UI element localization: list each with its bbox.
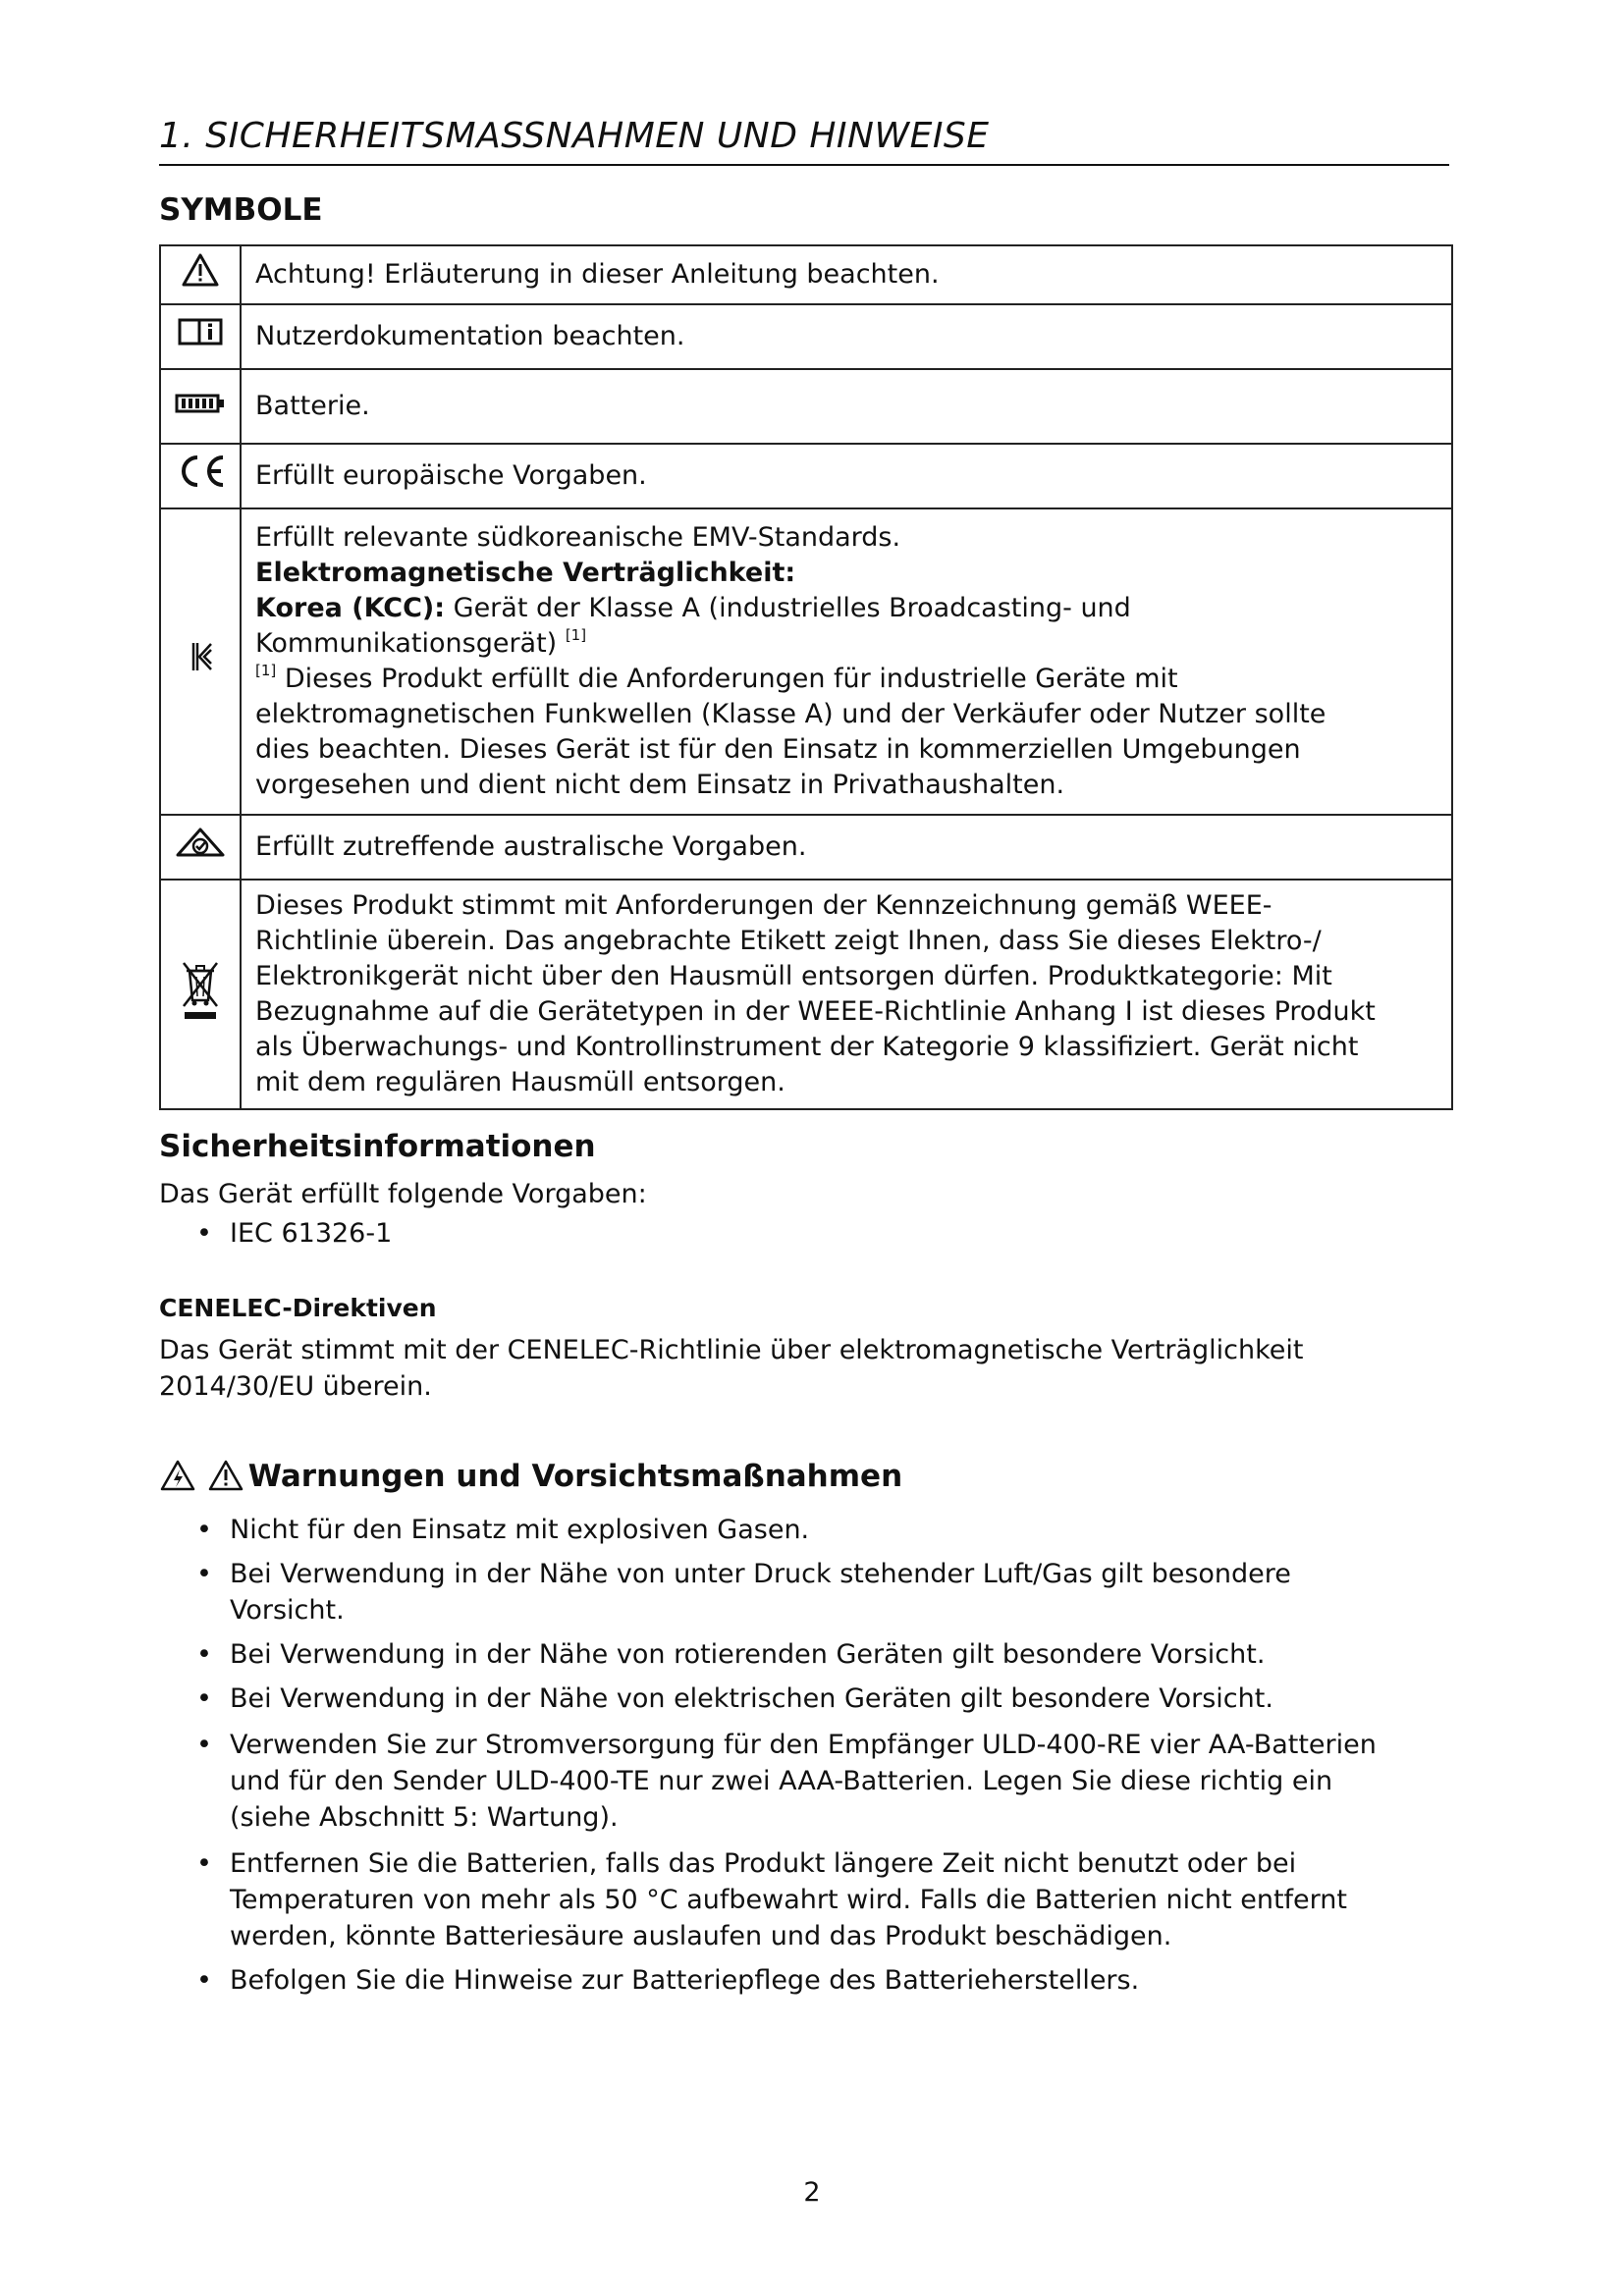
list-item-line: • Verwenden Sie zur Stromversorgung für den Empfänger ULD-400-RE vier AA-Batterien	[230, 1730, 1377, 1760]
kc-korea-label: Korea (KCC):	[255, 593, 446, 623]
symbol-description: Erfüllt europäische Vorgaben.	[241, 444, 1452, 508]
table-row	[160, 369, 1452, 444]
weee-line-2: Richtlinie überein. Das angebrachte Etikett zeigt Ihnen, dass Sie dieses Elektro-/	[255, 926, 1322, 956]
kc-line-4	[255, 626, 1439, 662]
list-item-line: • Bei Verwendung in der Nähe von elektrischen Geräten gilt besondere Vorsicht.	[230, 1683, 1273, 1714]
kc-line-8: vorgesehen und dient nicht dem Einsatz in Privathaushalten.	[255, 770, 1065, 800]
list-item-line: • Bei Verwendung in der Nähe von rotierenden Geräten gilt besondere Vorsicht.	[230, 1639, 1266, 1670]
symbol-cell	[160, 815, 241, 880]
symbols-table	[159, 244, 1453, 1110]
symbol-cell	[160, 508, 241, 815]
table-row	[160, 304, 1452, 369]
weee-bin-icon	[181, 957, 220, 1022]
list-item	[159, 1636, 1455, 1673]
cenelec-line-1: Das Gerät stimmt mit der CENELEC-Richtlinie über elektromagnetische Verträglichkeit	[159, 1335, 1304, 1365]
list-item	[159, 1727, 1455, 1836]
kc-line-7: dies beachten. Dieses Gerät ist für den Einsatz in kommerziellen Umgebungen	[255, 734, 1301, 765]
page-number: 2	[803, 2177, 821, 2208]
kc-mark-icon	[186, 639, 215, 674]
table-row	[160, 245, 1452, 304]
manual-info-icon	[176, 316, 225, 347]
kc-line-3	[255, 591, 1439, 626]
symbol-cell	[160, 245, 241, 304]
symbol-description: Erfüllt zutreffende australische Vorgaben.	[241, 815, 1452, 880]
list-item-line: und für den Sender ULD-400-TE nur zwei AAA-Batterien. Legen Sie diese richtig ein	[230, 1766, 1333, 1796]
standards-list	[159, 1215, 1455, 1252]
warnings-list	[159, 1512, 1455, 1999]
list-item-line: Vorsicht.	[230, 1595, 345, 1626]
kc-line-4-text: Kommunikationsgerät)	[255, 628, 566, 659]
electrical-warning-icon	[159, 1459, 196, 1492]
safety-intro: Das Gerät erfüllt folgende Vorgaben:	[159, 1179, 647, 1209]
list-item-line: Temperaturen von mehr als 50 °C aufbewahrt wird. Falls die Batterien nicht entfernt	[230, 1885, 1347, 1915]
list-item	[159, 1845, 1455, 1954]
chapter-title: 1. SICHERHEITSMASSNAHMEN UND HINWEISE	[159, 116, 1449, 166]
list-item	[159, 1556, 1455, 1629]
symbol-description: Batterie.	[241, 369, 1452, 444]
footnote-mark: [1]	[255, 662, 277, 679]
weee-line-5: als Überwachungs- und Kontrollinstrument der Kategorie 9 klassifiziert. Gerät nicht	[255, 1032, 1359, 1062]
list-item: • IEC 61326-1	[159, 1215, 1455, 1252]
symbol-cell	[160, 880, 241, 1109]
list-item-line: • Entfernen Sie die Batterien, falls das Produkt längere Zeit nicht benutzt oder bei	[230, 1848, 1297, 1879]
symbol-cell	[160, 304, 241, 369]
kc-line-3-rest: Gerät der Klasse A (industrielles Broadcasting- und	[445, 593, 1131, 623]
warnings-title: Warnungen und Vorsichtsmaßnahmen	[247, 1459, 903, 1494]
table-row	[160, 815, 1452, 880]
footnote-ref: [1]	[565, 626, 587, 644]
warning-triangle-icon	[207, 1459, 244, 1492]
list-item-line: werden, könnte Batteriesäure auslaufen und das Produkt beschädigen.	[230, 1921, 1172, 1951]
kc-line-1: Erfüllt relevante südkoreanische EMV-Standards.	[255, 522, 901, 553]
symbol-cell	[160, 369, 241, 444]
cenelec-line-2: 2014/30/EU überein.	[159, 1371, 432, 1402]
kc-line-6: elektromagnetischen Funkwellen (Klasse A) und der Verkäufer oder Nutzer sollte	[255, 699, 1326, 729]
list-item-line: • Bei Verwendung in der Nähe von unter Druck stehender Luft/Gas gilt besondere	[230, 1559, 1291, 1589]
table-row	[160, 880, 1452, 1109]
warning-icons	[159, 1459, 244, 1500]
weee-line-1: Dieses Produkt stimmt mit Anforderungen der Kennzeichnung gemäß WEEE-	[255, 890, 1272, 921]
weee-line-3: Elektronikgerät nicht über den Hausmüll entsorgen dürfen. Produktkategorie: Mit	[255, 961, 1332, 991]
warning-triangle-icon	[181, 252, 220, 288]
list-item	[159, 1512, 1455, 1548]
warnings-heading	[159, 1459, 902, 1500]
symbol-description	[241, 508, 1452, 815]
cenelec-text	[159, 1332, 1303, 1405]
table-row	[160, 508, 1452, 815]
list-item	[159, 1962, 1455, 1999]
kc-line-5	[255, 662, 1439, 697]
safety-heading: Sicherheitsinformationen	[159, 1129, 596, 1164]
rcm-mark-icon	[175, 827, 226, 858]
symbol-description: Nutzerdokumentation beachten.	[241, 304, 1452, 369]
battery-icon	[175, 393, 226, 414]
weee-line-6: mit dem regulären Hausmüll entsorgen.	[255, 1067, 785, 1097]
weee-line-4: Bezugnahme auf die Gerätetypen in der WEEE-Richtlinie Anhang I ist dieses Produkt	[255, 996, 1376, 1027]
cenelec-heading: CENELEC-Direktiven	[159, 1294, 437, 1322]
kc-line-5-text: Dieses Produkt erfüllt die Anforderungen für industrielle Geräte mit	[276, 664, 1178, 694]
kc-line-2: Elektromagnetische Verträglichkeit:	[255, 558, 796, 588]
list-item	[159, 1681, 1455, 1717]
symbol-description: Achtung! Erläuterung in dieser Anleitung beachten.	[241, 245, 1452, 304]
list-item-line: • Nicht für den Einsatz mit explosiven Gasen.	[230, 1515, 810, 1545]
symbol-cell	[160, 444, 241, 508]
ce-mark-icon	[174, 454, 227, 489]
symbols-heading: SYMBOLE	[159, 192, 323, 228]
list-item-line: (siehe Abschnitt 5: Wartung).	[230, 1802, 619, 1833]
list-item-line: • Befolgen Sie die Hinweise zur Batteriepflege des Batterieherstellers.	[230, 1965, 1140, 1996]
table-row	[160, 444, 1452, 508]
symbol-description	[241, 880, 1452, 1109]
